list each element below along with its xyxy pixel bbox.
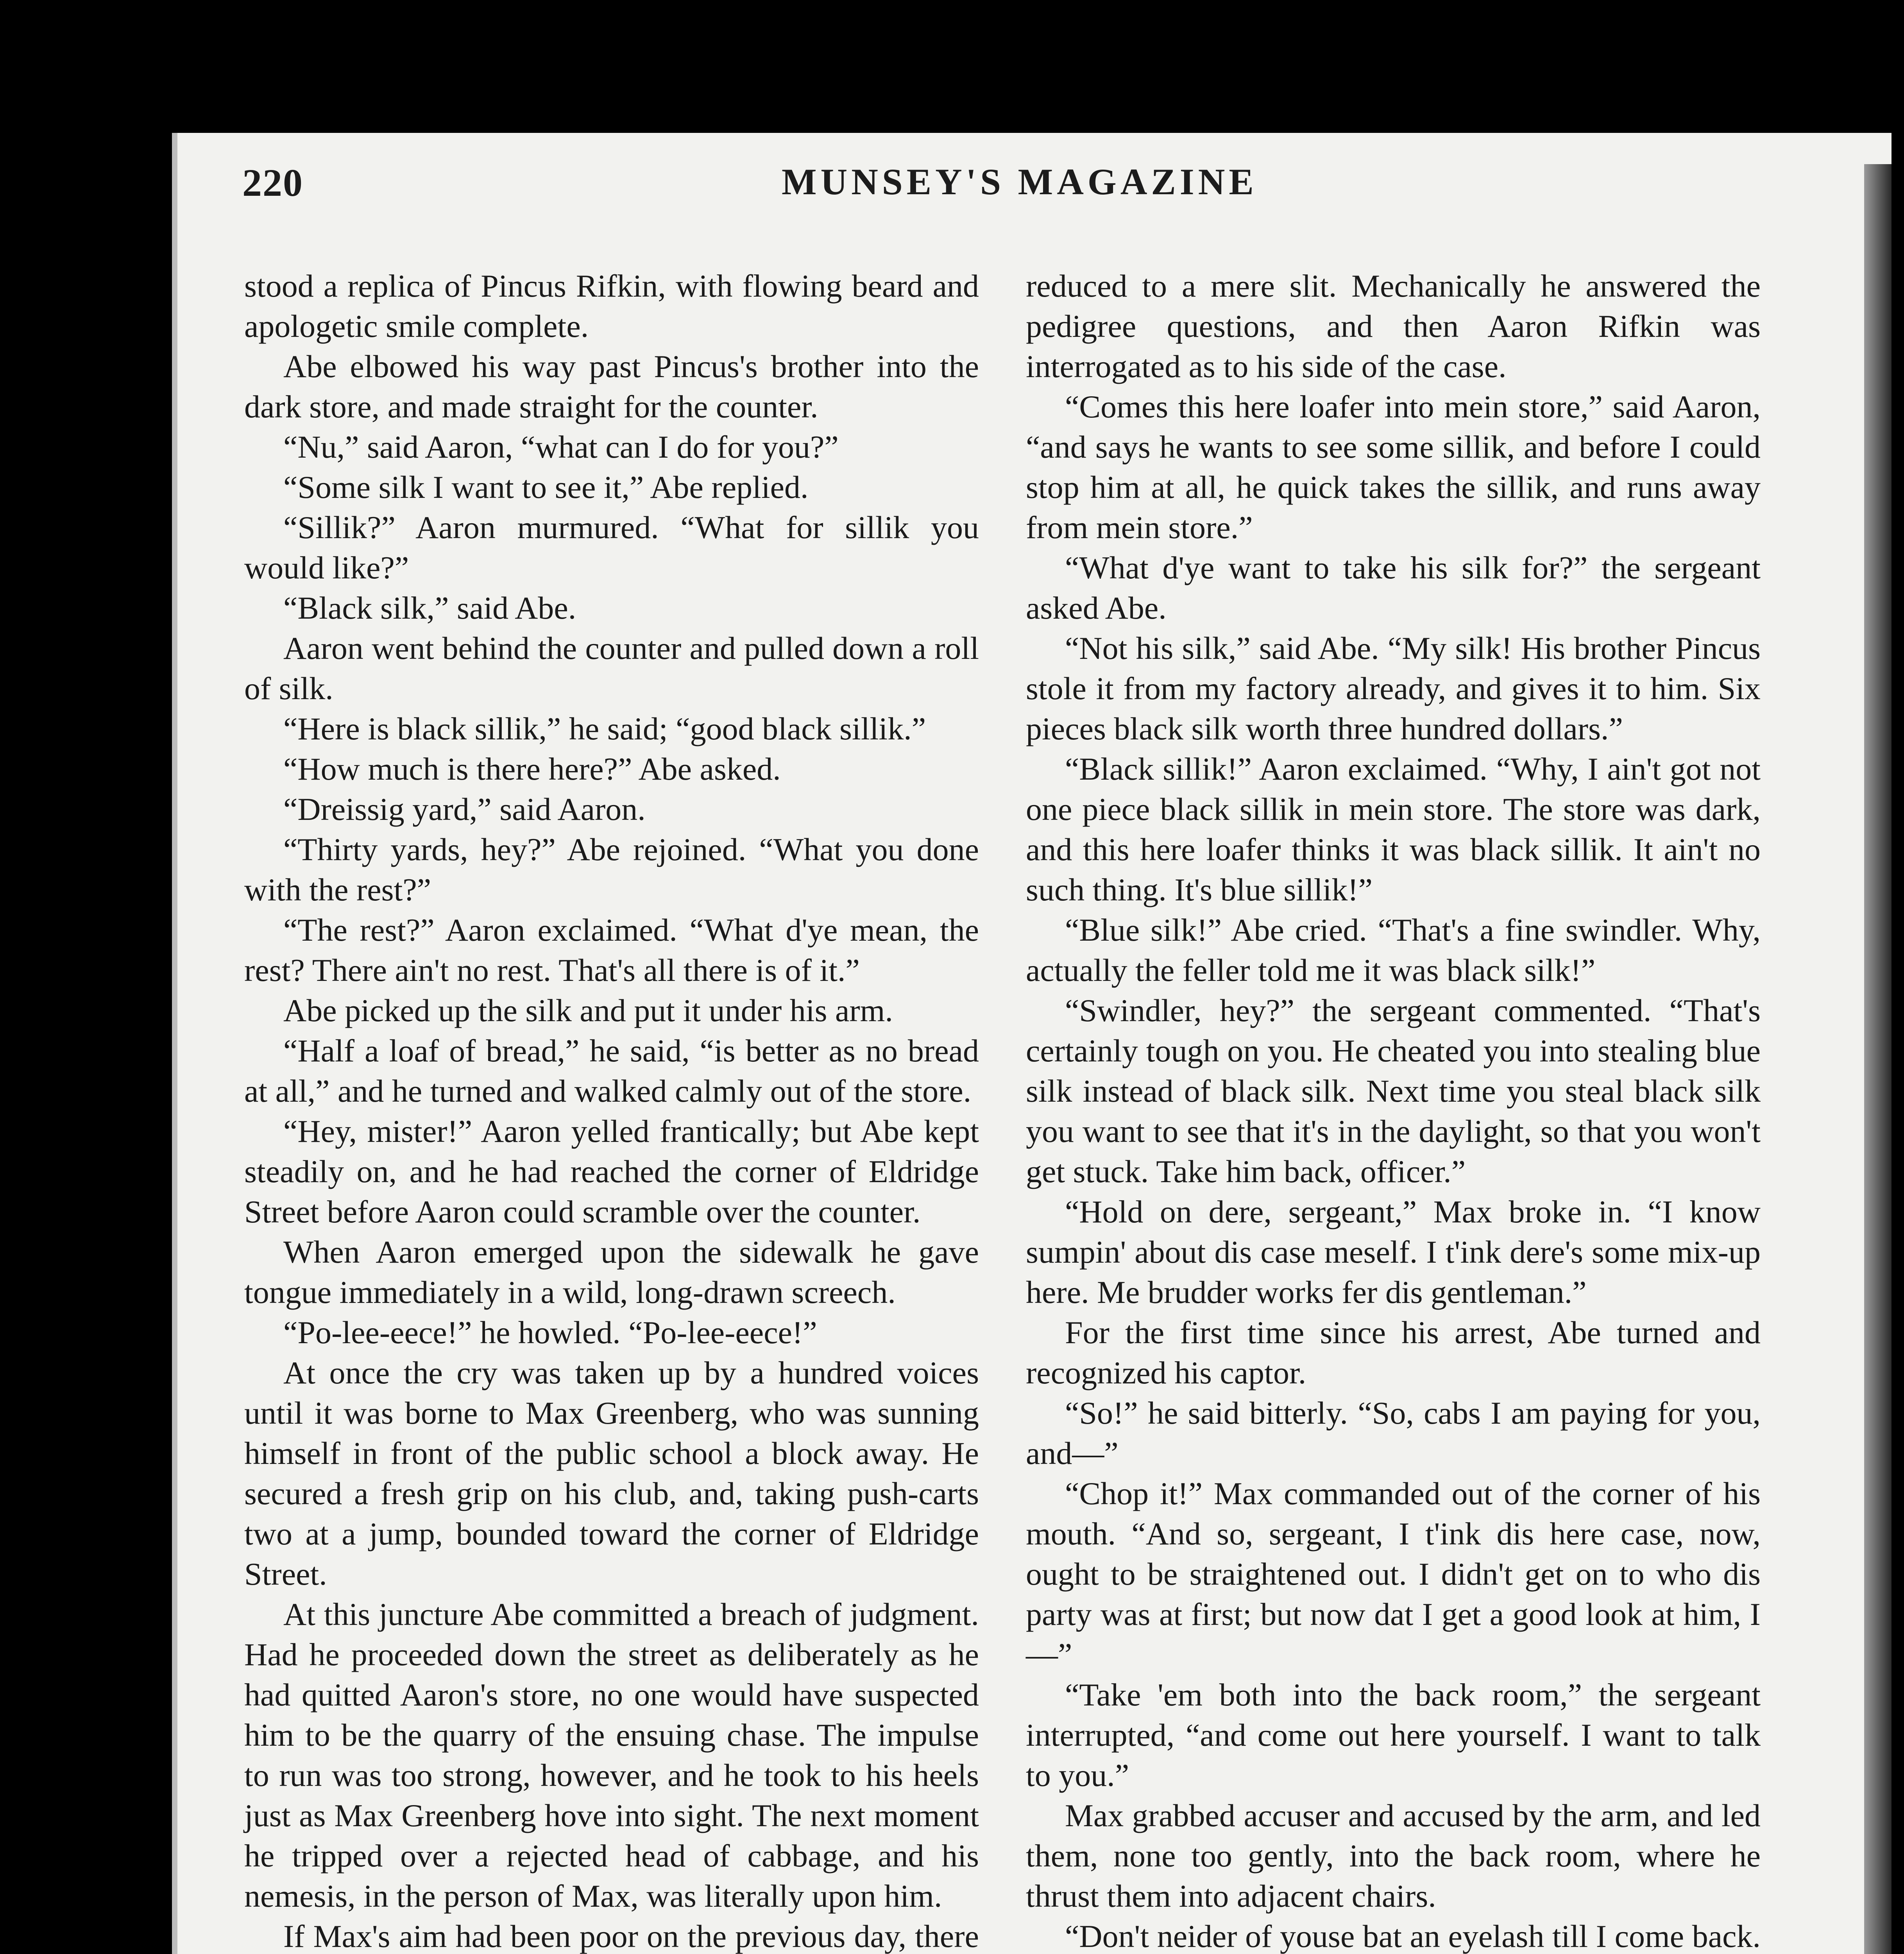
paragraph: “Hey, mister!” Aaron yelled frantically; but Abe kept steadily on, and he had reached the corner of Eldridge Street before Aaron could scramble over the counter.: [244, 1113, 979, 1229]
paragraph: At this juncture Abe committed a breach of judgment. Had he proceeded down the street as deliberately as he had quitted Aaron's store, no one would have suspected him to be the quarry of the ensuing chase. The impulse to run was too strong, however, and he took to his heels just as Max Greenberg hove into sight. The next moment he tripped over a rejected head of cabbage, and his nemesis, in the person of Max, was literally upon him.: [244, 1596, 979, 1914]
paragraph: “Hold on dere, sergeant,” Max broke in. “I know sumpin' about dis case meself. I t'ink dere's some mix-up here. Me brudder works fer dis gentleman.”: [1026, 1194, 1761, 1310]
paragraph: Abe elbowed his way past Pincus's brother into the dark store, and made straight for the counter.: [244, 349, 979, 424]
paragraph: “So!” he said bitterly. “So, cabs I am paying for you, and—”: [1026, 1395, 1761, 1471]
page-number: 220: [242, 161, 303, 204]
paragraph: Aaron went behind the counter and pulled down a roll of silk.: [244, 630, 979, 706]
paragraph: Max grabbed accuser and accused by the arm, and led them, none too gently, into the back room, where he thrust them into adjacent chairs.: [1026, 1798, 1761, 1914]
paragraph: “The rest?” Aaron exclaimed. “What d'ye mean, the rest? There ain't no rest. That's all there is of it.”: [244, 912, 979, 988]
paragraph: Abe picked up the silk and put it under his arm.: [283, 993, 893, 1028]
paragraph: “Swindler, hey?” the sergeant commented. “That's certainly tough on you. He cheated you into stealing blue silk instead of black silk. Next time you steal black silk you want to see that it's in the daylight, so that you won't get stuck. Take him back, officer.”: [1026, 993, 1761, 1189]
paragraph: “Chop it!” Max commanded out of the corner of his mouth. “And so, sergeant, I t'ink dis here case, now, ought to be straightened out. I didn't get on to who dis party was at first; but now dat I get a good look at him, I—”: [1026, 1476, 1761, 1672]
left-column: [244, 266, 979, 1954]
paragraph: “Blue silk!” Abe cried. “That's a fine swindler. Why, actually the feller told me it was black silk!”: [1026, 912, 1761, 988]
paragraph: “Sillik?” Aaron murmured. “What for sillik you would like?”: [244, 510, 979, 585]
paragraph: “Dreissig yard,” said Aaron.: [283, 791, 646, 827]
paragraph: If Max's aim had been poor on the previous day, there: [283, 1918, 979, 1954]
paragraph: When Aaron emerged upon the sidewalk he gave tongue immediately in a wild, long-drawn screech.: [244, 1234, 979, 1310]
paragraph: “Nu,” said Aaron, “what can I do for you?”: [283, 429, 839, 465]
paragraph: stood a replica of Pincus Rifkin, with flowing beard and apologetic smile complete.: [244, 268, 979, 344]
paragraph: At once the cry was taken up by a hundred voices until it was borne to Max Greenberg, who was sunning himself in front of the public school a block away. He secured a fresh grip on his club, and, taking push-carts two at a jump, bounded toward the corner of Eldridge Street.: [244, 1355, 979, 1592]
paragraph: reduced to a mere slit. Mechanically he answered the pedigree questions, and then Aaron Rifkin was interrogated as to his side of the case.: [1026, 268, 1761, 384]
paragraph: “What d'ye want to take his silk for?” the sergeant asked Abe.: [1026, 550, 1761, 626]
running-head: [242, 160, 1645, 219]
paragraph: “Thirty yards, hey?” Abe rejoined. “What you done with the rest?”: [244, 832, 979, 907]
paragraph: “Po-lee-eece!” he howled. “Po-lee-eece!”: [283, 1315, 817, 1350]
paragraph: “Comes this here loafer into mein store,” said Aaron, “and says he wants to see some sillik, and before I could stop him at all, he quick takes the sillik, and runs away from mein store.”: [1026, 389, 1761, 545]
paragraph: “Some silk I want to see it,” Abe replied.: [283, 469, 809, 505]
paragraph: “Black silk,” said Abe.: [283, 590, 576, 626]
paragraph: For the first time since his arrest, Abe turned and recognized his captor.: [1026, 1315, 1761, 1390]
right-column: [1026, 266, 1761, 1954]
paragraph: “Take 'em both into the back room,” the sergeant interrupted, “and come out here yourself. I want to talk to you.”: [1026, 1677, 1761, 1793]
paragraph: “Black sillik!” Aaron exclaimed. “Why, I ain't got not one piece black sillik in mein store. The store was dark, and this here loafer thinks it was black sillik. It ain't no such thing. It's blue sillik!”: [1026, 751, 1761, 907]
paragraph: “How much is there here?” Abe asked.: [283, 751, 781, 787]
magazine-title: MUNSEY'S MAGAZINE: [782, 161, 1258, 202]
paragraph: “Here is black sillik,” he said; “good black sillik.”: [283, 711, 926, 746]
paragraph: “Don't neider of youse bat an eyelash till I come back.: [1065, 1918, 1761, 1954]
paragraph: “Half a loaf of bread,” he said, “is better as no bread at all,” and he turned and walked calmly out of the store.: [244, 1033, 979, 1109]
page-edge-shadow: [1864, 164, 1891, 1954]
paragraph: “Not his silk,” said Abe. “My silk! His brother Pincus stole it from my factory already, and gives it to him. Six pieces black silk worth three hundred dollars.”: [1026, 630, 1761, 746]
